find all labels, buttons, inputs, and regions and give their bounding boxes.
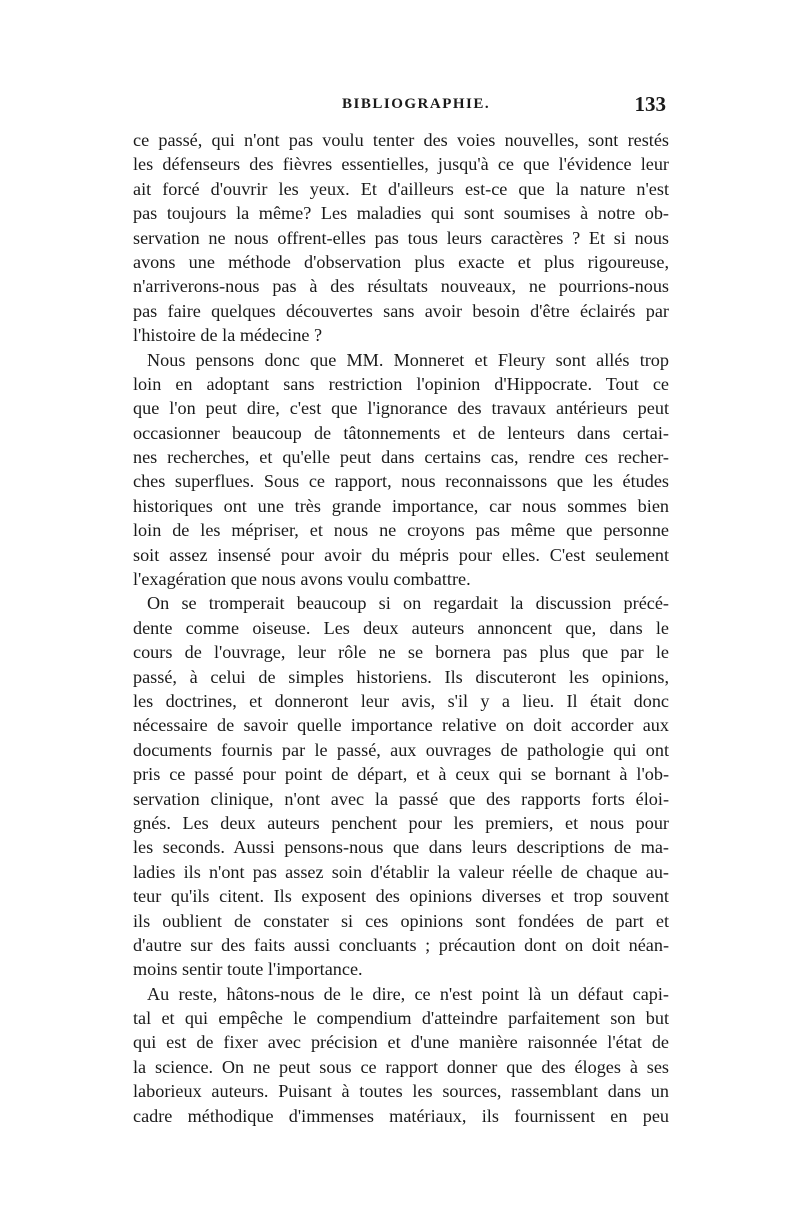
paragraph-start-line: Nous pensons donc que MM. Monneret et Fleury sont allés trop (147, 349, 669, 370)
text-line: cadre méthodique d'immenses matériaux, ils fournissent en peu (133, 1105, 669, 1126)
text-line: laborieux auteurs. Puisant à toutes les sources, rassemblant dans un (133, 1081, 669, 1102)
paragraph-end-line: l'exagération que nous avons voulu combattre. (133, 569, 471, 590)
running-head (136, 92, 666, 122)
text-line: ches superflues. Sous ce rapport, nous reconnaissons que les études (133, 471, 669, 492)
text-line: qui est de fixer avec précision et d'une manière raisonnée l'état de (133, 1032, 669, 1053)
text-line: servation ne nous offrent-elles pas tous leurs caractères ? Et si nous (133, 227, 669, 248)
text-line: passé, à celui de simples historiens. Ils discuteront les opinions, (133, 666, 669, 687)
text-line: pas toujours la même? Les maladies qui sont soumises à notre ob- (133, 203, 669, 224)
paragraph-end-line: l'histoire de la médecine ? (133, 325, 323, 346)
paragraph-end-line: moins sentir toute l'importance. (133, 959, 363, 980)
text-line: historiques ont une très grande importance, car nous sommes bien (133, 495, 669, 516)
text-line: les défenseurs des fièvres essentielles, jusqu'à ce que l'évidence leur (133, 154, 669, 175)
text-line: documents fournis par le passé, aux ouvrages de pathologie qui ont (133, 739, 669, 760)
text-line: pris ce passé pour point de départ, et à ceux qui se bornant à l'ob- (133, 764, 669, 785)
text-line: teur qu'ils citent. Ils exposent des opinions diverses et trop souvent (133, 886, 669, 907)
text-line: la science. On ne peut sous ce rapport donner que des éloges à ses (133, 1056, 669, 1077)
page-number: 133 (634, 92, 666, 116)
text-line: loin en adoptant sans restriction l'opinion d'Hippocrate. Tout ce (133, 373, 669, 394)
text-line: tal et qui empêche le compendium d'atteindre parfaitement son but (133, 1008, 669, 1029)
text-line: loin de les mépriser, et nous ne croyons pas même que personne (133, 520, 669, 541)
text-line: nes recherches, et qu'elle peut dans certains cas, rendre ces recher- (133, 447, 669, 468)
text-line: dente comme oiseuse. Les deux auteurs annoncent que, dans le (133, 617, 669, 638)
text-line: servation clinique, n'ont avec la passé que des rapports forts éloi- (133, 788, 669, 809)
text-line: n'arriverons-nous pas à des résultats nouveaux, ne pourrions-nous (133, 276, 669, 297)
text-line: gnés. Les deux auteurs penchent pour les premiers, et nous pour (133, 812, 669, 833)
text-line: d'autre sur des faits aussi concluants ; précaution dont on doit néan- (133, 934, 669, 955)
body-text (133, 128, 669, 1128)
text-line: les seconds. Aussi pensons-nous que dans leurs descriptions de ma- (133, 837, 669, 858)
text-line: avons une méthode d'observation plus exacte et plus rigoureuse, (133, 251, 669, 272)
paragraph-start-line: On se tromperait beaucoup si on regardait la discussion précé- (147, 593, 669, 614)
text-line: pas faire quelques découvertes sans avoir besoin d'être éclairés par (133, 300, 669, 321)
text-line: ce passé, qui n'ont pas voulu tenter des voies nouvelles, sont restés (133, 130, 669, 150)
text-line: ladies ils n'ont pas assez soin d'établir la valeur réelle de chaque au- (133, 861, 669, 882)
text-line: que l'on peut dire, c'est que l'ignorance des travaux antérieurs peut (133, 398, 669, 419)
text-line: ait forcé d'ouvrir les yeux. Et d'ailleurs est-ce que la nature n'est (133, 178, 669, 199)
text-line: cours de l'ouvrage, leur rôle ne se bornera pas plus que par le (133, 642, 669, 663)
paragraph-start-line: Au reste, hâtons-nous de le dire, ce n'est point là un défaut capi- (147, 983, 669, 1004)
text-line: soit assez insensé pour avoir du mépris pour elles. C'est seulement (133, 544, 669, 565)
text-line: ils oublient de constater si ces opinions sont fondées de part et (133, 910, 669, 931)
text-line: nécessaire de savoir quelle importance relative on doit accorder aux (133, 715, 669, 736)
running-title: BIBLIOGRAPHIE. (342, 96, 491, 112)
text-line: les doctrines, et donneront leur avis, s'il y a lieu. Il était donc (133, 690, 669, 711)
text-line: occasionner beaucoup de tâtonnements et de lenteurs dans certai- (133, 422, 669, 443)
